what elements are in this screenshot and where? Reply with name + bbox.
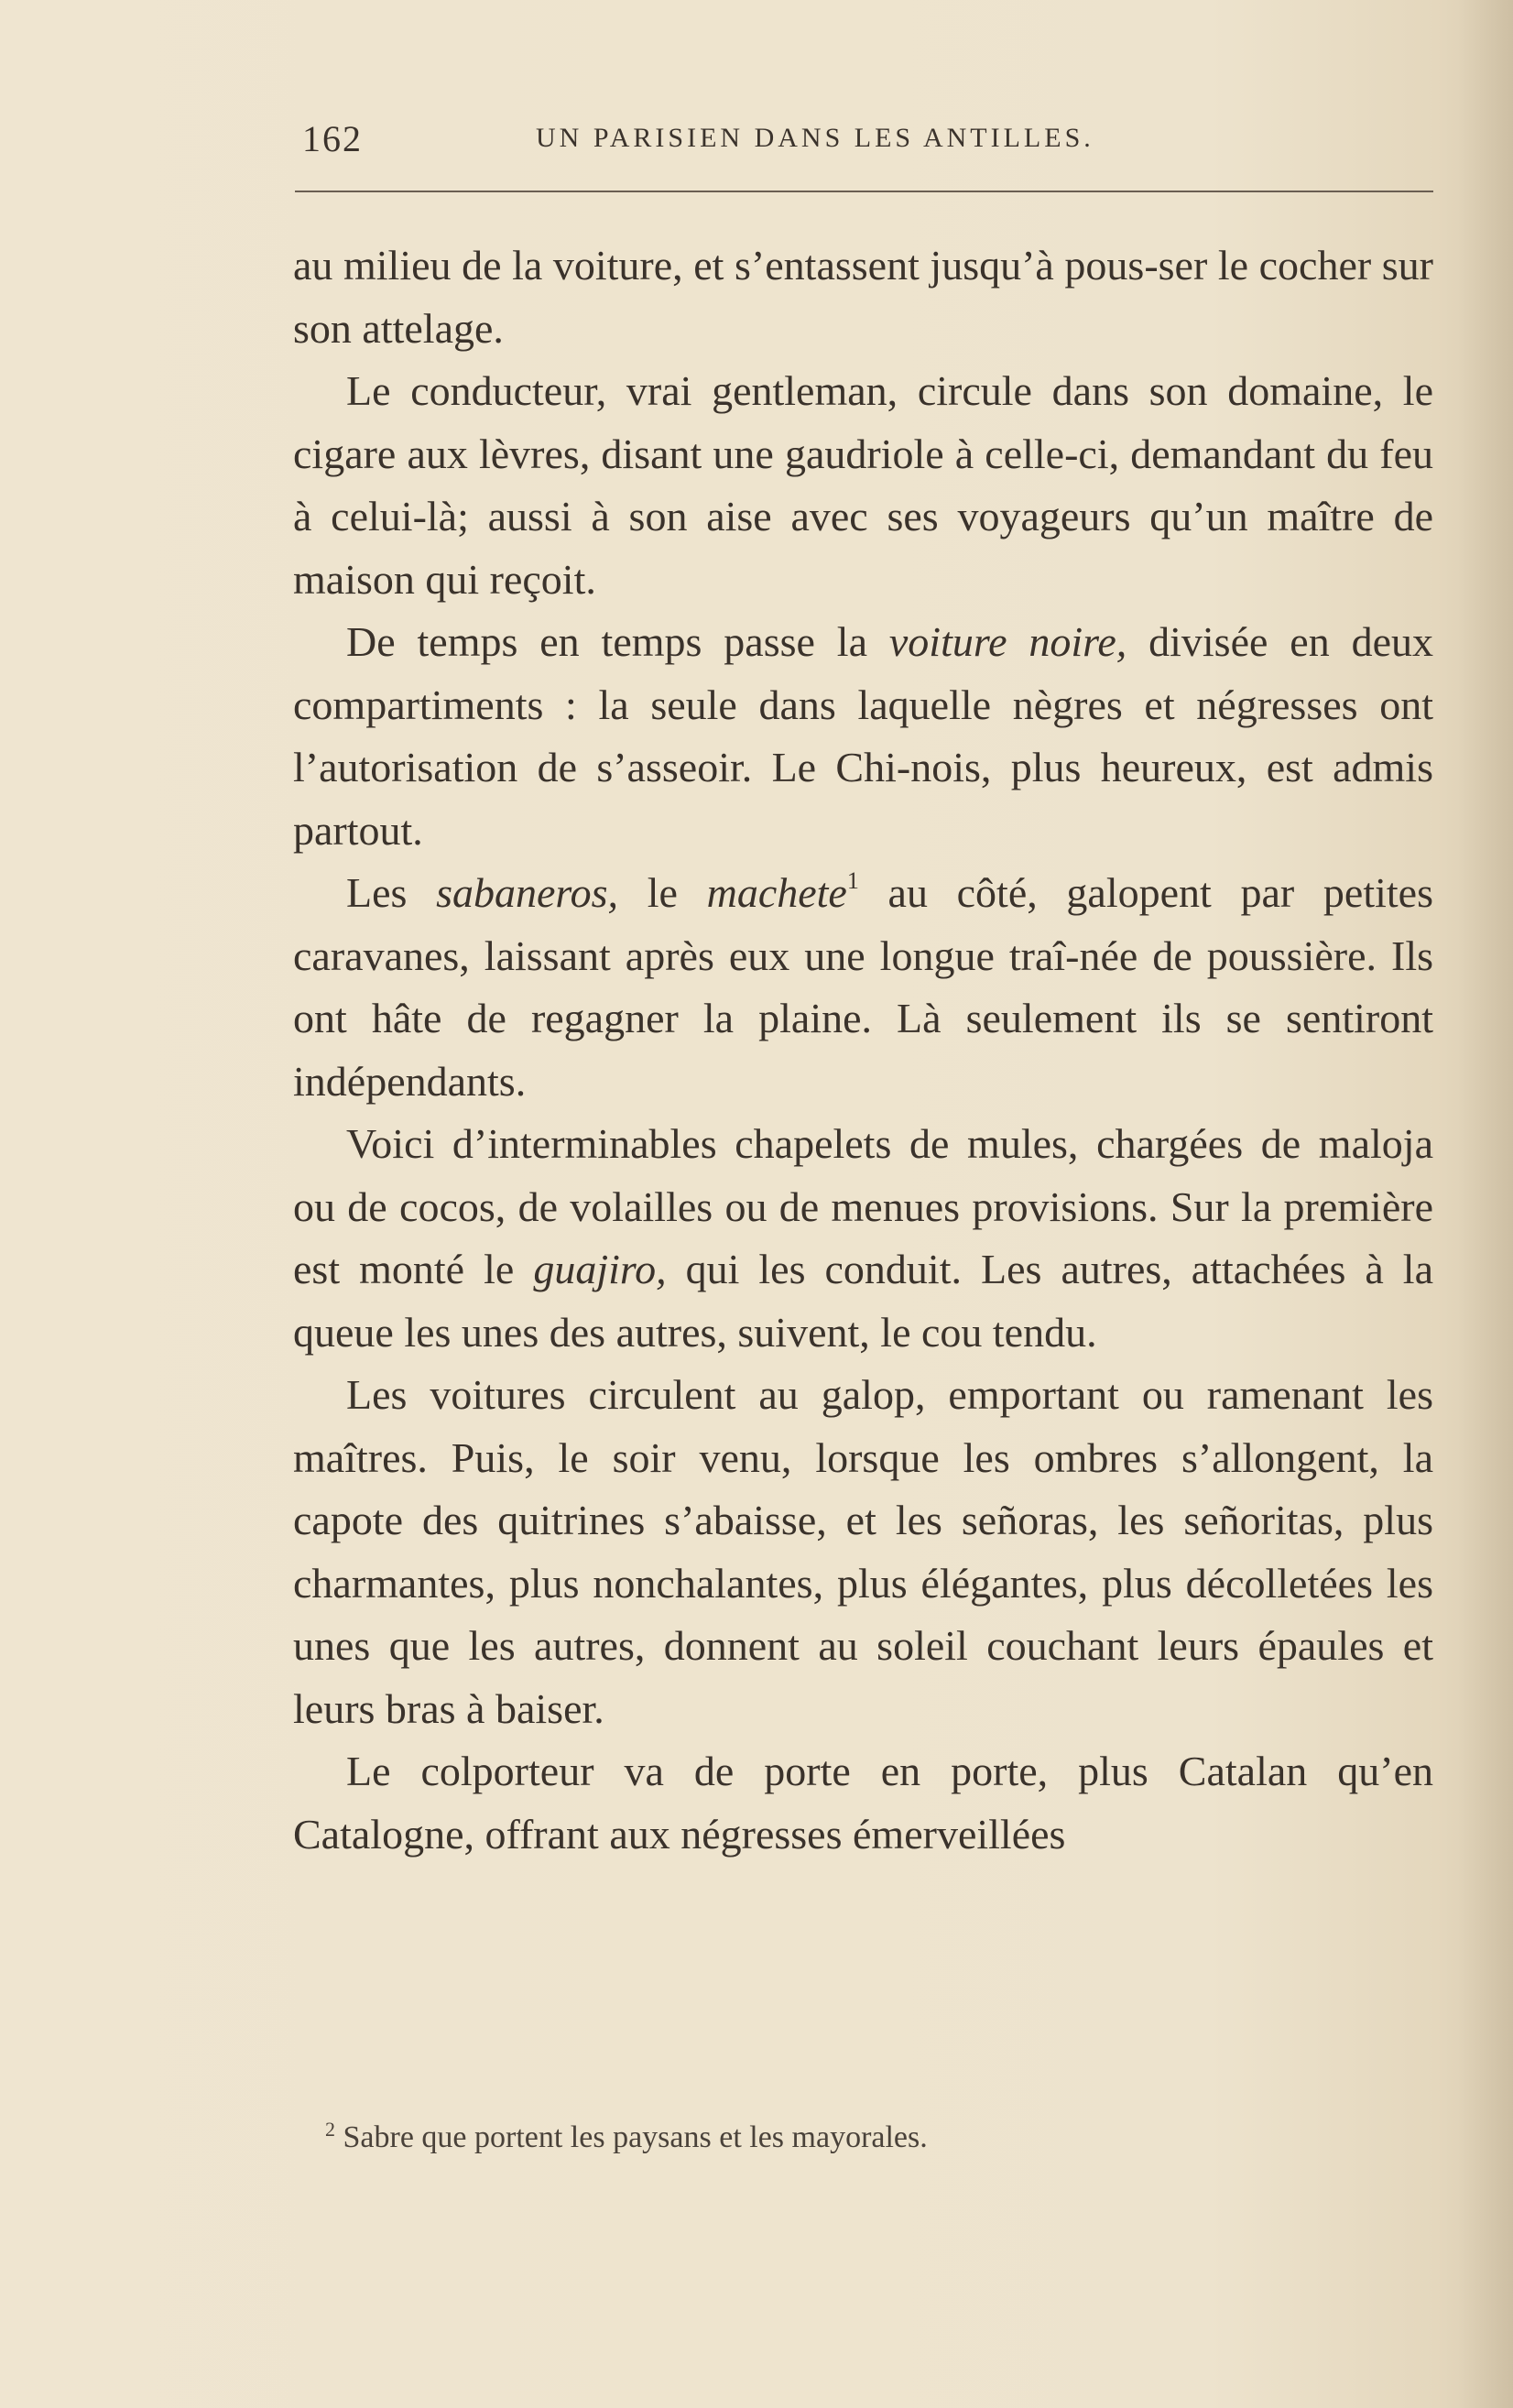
paragraph-2	[293, 360, 1433, 611]
page-edge-shadow	[1458, 0, 1513, 2408]
italic-term: guajiro,	[533, 1246, 667, 1292]
header-rule	[295, 191, 1433, 192]
paragraph-text: De temps en temps passe la	[346, 618, 889, 665]
paragraph-text: Le conducteur, vrai gentleman, circule dans son domaine, le cigare aux lèvres, disant une gaudriole à celle-ci, demandant du feu à celui-là; aussi à son aise avec ses voyageurs qu’un maître de maison qui reçoit.	[293, 367, 1433, 603]
paragraph-text: qui les conduit. Les autres, attachées à la queue les unes des autres, suivent, le cou tendu.	[293, 1246, 1433, 1356]
paragraph-3	[293, 611, 1433, 862]
paragraph-text: divisée en deux compartiments : la seule dans laquelle nègres et négresses ont l’autorisation de s’asseoir. Le Chi-nois, plus heureux, est admis partout.	[293, 618, 1433, 854]
paragraph-7	[293, 1740, 1433, 1866]
italic-term: machete	[706, 869, 847, 916]
paragraph-text: au milieu de la voiture, et s’entassent jusqu’à pous-ser le cocher sur son attelage.	[293, 242, 1433, 352]
italic-term: sabaneros,	[436, 869, 619, 916]
paragraph-text: au côté, galopent par petites caravanes, laissant après eux une longue traî-née de poussière. Ils ont hâte de regagner la plaine. Là seulement ils se sentiront indépendants.	[293, 869, 1433, 1105]
footnote-reference: 1	[846, 867, 859, 894]
footnote-marker: 2	[325, 2118, 335, 2141]
italic-term: voiture noire,	[888, 618, 1127, 665]
paragraph-text: Les	[346, 869, 437, 916]
paragraph-text: Voici d’interminables chapelets de mules, chargées de maloja ou de cocos, de volailles ou de menues provisions. Sur la première est monté le	[293, 1120, 1433, 1292]
paragraph-text: Le colporteur va de porte en porte, plus Catalan qu’en Catalogne, offrant aux négresses émerveillées	[293, 1748, 1433, 1858]
page-header	[293, 110, 1433, 165]
paragraph-1	[293, 234, 1433, 360]
paragraph-6	[293, 1364, 1433, 1740]
running-title: UN PARISIEN DANS LES ANTILLES.	[536, 123, 1094, 153]
paragraph-4	[293, 862, 1433, 1113]
footnote	[325, 2120, 1333, 2155]
paragraph-5	[293, 1113, 1433, 1364]
body-text	[293, 234, 1433, 1866]
page-number: 162	[302, 118, 363, 159]
paragraph-text: le	[618, 869, 707, 916]
footnote-text: Sabre que portent les paysans et les mayorales.	[343, 2120, 928, 2154]
paragraph-text: Les voitures circulent au galop, emportant ou ramenant les maîtres. Puis, le soir venu, lorsque les ombres s’allongent, la capote des quitrines s’abaisse, et les señoras, les señoritas, plus charmantes, plus nonchalantes, plus élégantes, plus décolletées les unes que les autres, donnent au soleil couchant leurs épaules et leurs bras à baiser.	[293, 1371, 1433, 1732]
